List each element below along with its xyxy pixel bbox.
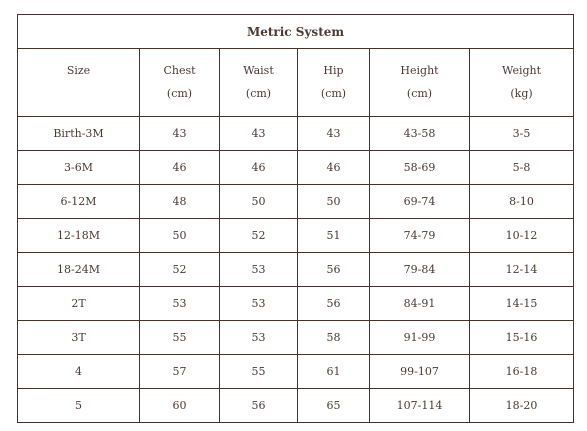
table-row [18,355,574,389]
chest-cell: 60 [140,389,220,423]
table-row [18,253,574,287]
size-cell: Birth-3M [18,117,140,151]
height-cell: 107-114 [370,389,470,423]
table-title: Metric System [18,15,574,49]
hip-cell: 65 [298,389,370,423]
column-label: Weight [502,64,542,77]
hip-cell: 56 [298,287,370,321]
weight-cell: 16-18 [470,355,574,389]
size-cell: 18-24M [18,253,140,287]
table-row [18,117,574,151]
weight-cell: 3-5 [470,117,574,151]
height-cell: 74-79 [370,219,470,253]
size-cell: 2T [18,287,140,321]
column-header-chest [140,49,220,117]
header-row [18,49,574,117]
height-cell: 79-84 [370,253,470,287]
chest-cell: 53 [140,287,220,321]
hip-cell: 46 [298,151,370,185]
hip-cell: 61 [298,355,370,389]
waist-cell: 50 [220,185,298,219]
column-header-weight [470,49,574,117]
size-cell: 6-12M [18,185,140,219]
height-cell: 43-58 [370,117,470,151]
waist-cell: 53 [220,321,298,355]
chest-cell: 43 [140,117,220,151]
size-cell: 4 [18,355,140,389]
table-row [18,219,574,253]
weight-cell: 10-12 [470,219,574,253]
column-label: Height [400,64,439,77]
chest-cell: 46 [140,151,220,185]
metric-size-chart [17,14,574,423]
waist-cell: 52 [220,219,298,253]
hip-cell: 50 [298,185,370,219]
size-cell: 3-6M [18,151,140,185]
weight-cell: 8-10 [470,185,574,219]
chest-cell: 50 [140,219,220,253]
table-row [18,321,574,355]
size-cell: 3T [18,321,140,355]
column-header-waist [220,49,298,117]
column-unit: (cm) [320,87,347,100]
table-row [18,287,574,321]
column-unit: (cm) [166,87,193,100]
size-cell: 12-18M [18,219,140,253]
table-row [18,389,574,423]
height-cell: 99-107 [370,355,470,389]
waist-cell: 46 [220,151,298,185]
size-cell: 5 [18,389,140,423]
chest-cell: 52 [140,253,220,287]
table-row [18,151,574,185]
chest-cell: 48 [140,185,220,219]
column-unit: (kg) [510,87,533,100]
chest-cell: 57 [140,355,220,389]
height-cell: 69-74 [370,185,470,219]
column-label: Size [66,64,91,77]
height-cell: 91-99 [370,321,470,355]
weight-cell: 12-14 [470,253,574,287]
waist-cell: 53 [220,287,298,321]
hip-cell: 58 [298,321,370,355]
waist-cell: 55 [220,355,298,389]
chest-cell: 55 [140,321,220,355]
title-row [18,15,574,49]
hip-cell: 51 [298,219,370,253]
column-label: Waist [243,64,274,77]
hip-cell: 56 [298,253,370,287]
column-unit: (cm) [245,87,272,100]
height-cell: 84-91 [370,287,470,321]
column-unit: (cm) [406,87,433,100]
weight-cell: 18-20 [470,389,574,423]
column-header-size [18,49,140,117]
column-label: Chest [163,64,196,77]
table-row [18,185,574,219]
column-header-hip [298,49,370,117]
waist-cell: 53 [220,253,298,287]
waist-cell: 43 [220,117,298,151]
height-cell: 58-69 [370,151,470,185]
column-label: Hip [323,64,344,77]
waist-cell: 56 [220,389,298,423]
weight-cell: 5-8 [470,151,574,185]
hip-cell: 43 [298,117,370,151]
weight-cell: 14-15 [470,287,574,321]
weight-cell: 15-16 [470,321,574,355]
column-header-height [370,49,470,117]
